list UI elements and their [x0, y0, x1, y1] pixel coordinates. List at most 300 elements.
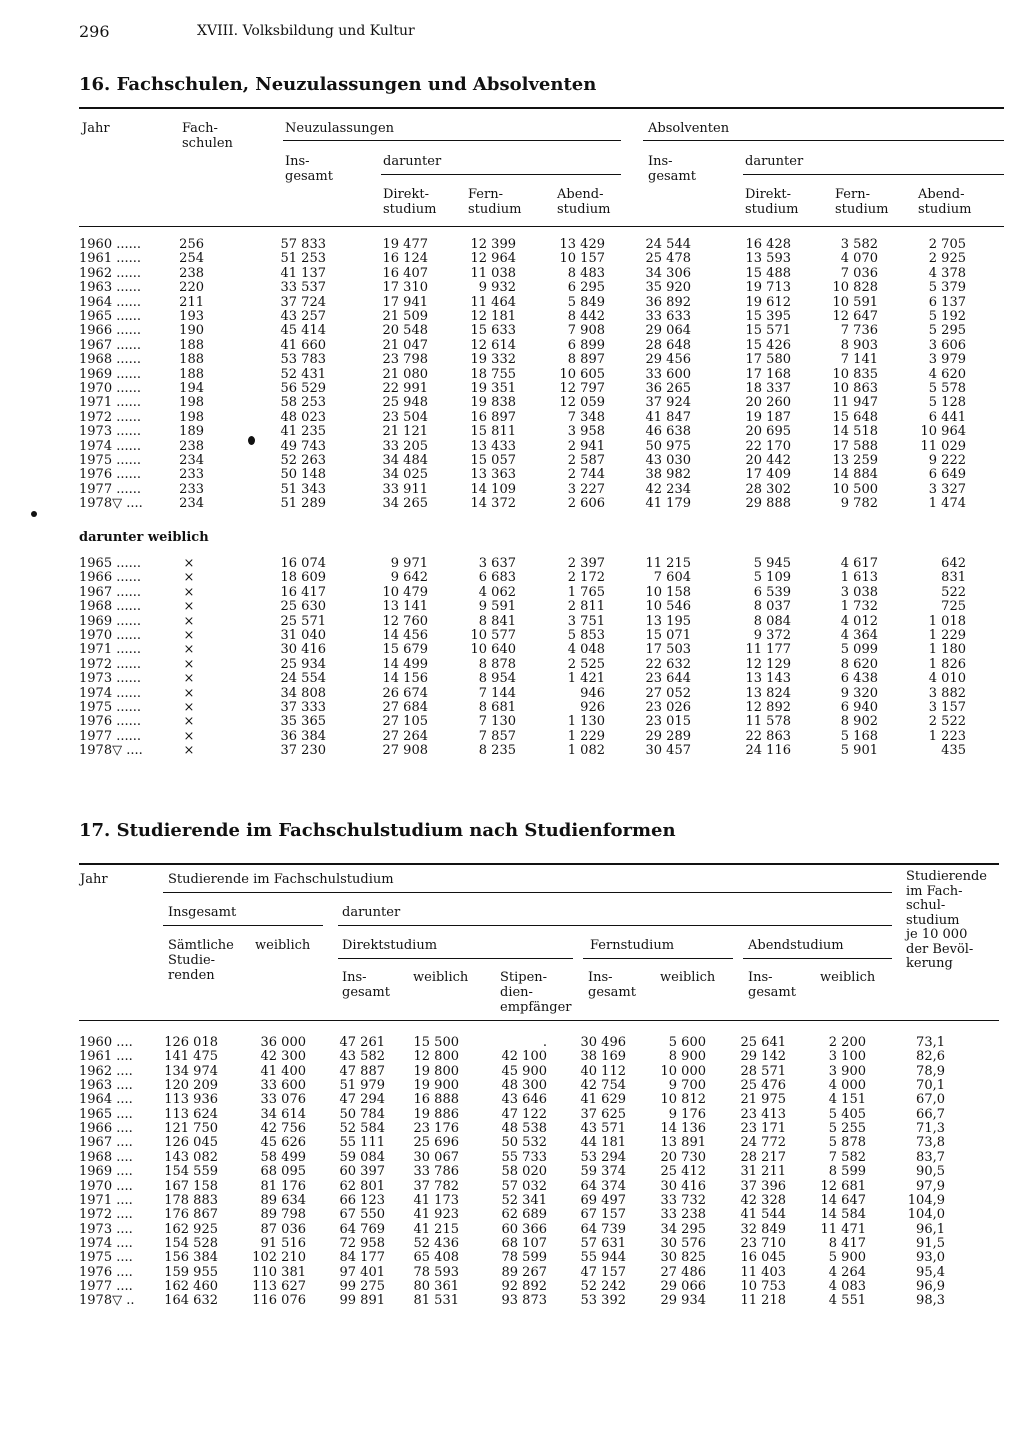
table17-top-rule — [79, 863, 999, 865]
abend-weiblich-cell: 12 681 — [820, 1178, 866, 1194]
year-cell: 1962 ...... — [79, 265, 142, 281]
abend-insgesamt-cell: 41 544 — [740, 1207, 786, 1223]
fern-insgesamt-cell: 30 496 — [580, 1035, 626, 1050]
abs-insgesamt-cell: 29 289 — [645, 728, 691, 744]
saemtliche-cell: 126 018 — [164, 1035, 218, 1050]
t16-neu-direkt: Direkt- studium — [383, 187, 437, 217]
fachschulen-cell: 211 — [179, 294, 204, 310]
fachschulen-cell: × — [183, 556, 195, 571]
neu-direkt-cell: 14 499 — [382, 656, 428, 672]
fern-insgesamt-cell: 69 497 — [580, 1192, 626, 1208]
fern-insgesamt-cell: 53 294 — [580, 1149, 626, 1165]
abs-direkt-cell: 11 578 — [745, 714, 791, 730]
abs-direkt-cell: 18 337 — [745, 381, 791, 396]
t16-col-jahr: Jahr — [82, 121, 110, 136]
neu-direkt-cell: 21 121 — [382, 424, 428, 440]
neu-insgesamt-cell: 58 253 — [280, 395, 326, 411]
year-cell: 1964 ...... — [79, 294, 142, 310]
weiblich-cell: 34 614 — [260, 1106, 306, 1122]
abs-fern-cell: 6 438 — [840, 671, 878, 687]
abs-fern-cell: 8 902 — [840, 714, 878, 730]
abs-direkt-cell: 28 302 — [745, 481, 791, 497]
year-cell: 1975 ...... — [79, 700, 142, 715]
fern-weiblich-cell: 9 700 — [668, 1078, 706, 1094]
saemtliche-cell: 156 384 — [164, 1250, 218, 1266]
t16-neu-darunter-rule — [381, 174, 621, 175]
abs-abend-cell: 1 229 — [928, 628, 966, 643]
neu-fern-cell: 10 640 — [470, 642, 516, 658]
year-cell: 1970 ...... — [79, 628, 142, 643]
t17-direkt-rule — [338, 958, 573, 959]
abs-direkt-cell: 13 593 — [745, 251, 791, 267]
weiblich-cell: 33 600 — [260, 1078, 306, 1094]
abs-insgesamt-cell: 10 546 — [645, 599, 691, 615]
weiblich-cell: 81 176 — [260, 1178, 306, 1194]
year-cell: 1971 ...... — [79, 395, 142, 411]
year-cell: 1972 ...... — [79, 656, 142, 672]
abs-fern-cell: 1 732 — [840, 599, 878, 615]
neu-abend-cell: 12 059 — [559, 395, 605, 411]
abs-abend-cell: 435 — [941, 743, 966, 759]
abs-fern-cell: 10 835 — [832, 366, 878, 382]
neu-fern-cell: 8 235 — [478, 743, 516, 759]
neu-fern-cell: 7 857 — [478, 728, 516, 744]
neu-insgesamt-cell: 45 414 — [280, 323, 326, 339]
abs-direkt-cell: 16 428 — [745, 237, 791, 252]
abs-insgesamt-cell: 36 265 — [645, 381, 691, 396]
abs-direkt-cell: 15 426 — [745, 337, 791, 353]
direkt-weiblich-cell: 19 900 — [413, 1078, 459, 1094]
direkt-insgesamt-cell: 97 401 — [339, 1264, 385, 1280]
fern-weiblich-cell: 5 600 — [668, 1035, 706, 1050]
abs-abend-cell: 11 029 — [920, 438, 966, 454]
abs-insgesamt-cell: 29 064 — [645, 323, 691, 339]
abs-abend-cell: 4 010 — [928, 671, 966, 687]
neu-insgesamt-cell: 25 934 — [280, 656, 326, 672]
t17-col-studierende: Studierende im Fachschulstudium — [168, 872, 394, 887]
abs-fern-cell: 17 588 — [832, 438, 878, 454]
abs-abend-cell: 10 964 — [920, 424, 966, 440]
direkt-insgesamt-cell: 47 294 — [339, 1092, 385, 1108]
fern-insgesamt-cell: 43 571 — [580, 1121, 626, 1137]
neu-insgesamt-cell: 52 431 — [280, 366, 326, 382]
neu-insgesamt-cell: 18 609 — [280, 570, 326, 586]
fern-insgesamt-cell: 64 739 — [580, 1221, 626, 1237]
neu-abend-cell: 1 229 — [567, 728, 605, 744]
neu-direkt-cell: 23 504 — [382, 409, 428, 425]
stipend-cell: 42 100 — [501, 1049, 547, 1065]
neu-abend-cell: 12 797 — [559, 381, 605, 396]
neu-direkt-cell: 19 477 — [382, 237, 428, 252]
abend-insgesamt-cell: 29 142 — [740, 1049, 786, 1065]
direkt-weiblich-cell: 81 531 — [413, 1293, 459, 1309]
abs-direkt-cell: 5 109 — [753, 570, 791, 586]
t17-insgesamt-group: Insgesamt — [168, 905, 237, 920]
fachschulen-cell: 234 — [179, 453, 204, 468]
abs-fern-cell: 4 070 — [840, 251, 878, 267]
abs-insgesamt-cell: 38 982 — [645, 467, 691, 483]
neu-insgesamt-cell: 48 023 — [280, 409, 326, 425]
abs-insgesamt-cell: 35 920 — [645, 280, 691, 296]
neu-direkt-cell: 12 760 — [382, 613, 428, 629]
abs-fern-cell: 10 828 — [832, 280, 878, 296]
t16-abs-darunter: darunter — [745, 154, 804, 169]
year-cell: 1963 .... — [79, 1078, 133, 1094]
neu-fern-cell: 8 841 — [478, 613, 516, 629]
neu-abend-cell: 5 853 — [567, 628, 605, 643]
stipend-cell: 60 366 — [501, 1221, 547, 1237]
direkt-insgesamt-cell: 62 801 — [339, 1178, 385, 1194]
neu-abend-cell: 1 130 — [567, 714, 605, 730]
t17-fern-weiblich: weiblich — [660, 970, 716, 985]
abs-direkt-cell: 15 571 — [745, 323, 791, 339]
neu-fern-cell: 12 964 — [470, 251, 516, 267]
stipend-cell: 43 646 — [501, 1092, 547, 1108]
fern-weiblich-cell: 9 176 — [668, 1106, 706, 1122]
per10000-cell: 95,4 — [916, 1264, 945, 1280]
neu-direkt-cell: 13 141 — [382, 599, 428, 615]
saemtliche-cell: 113 624 — [164, 1106, 218, 1122]
abs-fern-cell: 1 613 — [840, 570, 878, 586]
per10000-cell: 70,1 — [916, 1078, 945, 1094]
per10000-cell: 96,9 — [916, 1278, 945, 1294]
per10000-cell: 67,0 — [916, 1092, 945, 1108]
neu-abend-cell: 5 849 — [567, 294, 605, 310]
year-cell: 1976 ...... — [79, 714, 142, 730]
abs-abend-cell: 522 — [941, 584, 966, 600]
stipend-cell: 89 267 — [501, 1264, 547, 1280]
neu-insgesamt-cell: 30 416 — [280, 642, 326, 658]
per10000-cell: 71,3 — [916, 1121, 945, 1137]
year-cell: 1978▽ .... — [79, 743, 143, 759]
abs-fern-cell: 3 582 — [840, 237, 878, 252]
fern-weiblich-cell: 30 416 — [660, 1178, 706, 1194]
direkt-insgesamt-cell: 50 784 — [339, 1106, 385, 1122]
neu-fern-cell: 14 109 — [470, 481, 516, 497]
neu-abend-cell: 8 897 — [567, 352, 605, 368]
abs-insgesamt-cell: 22 632 — [645, 656, 691, 672]
neu-fern-cell: 15 811 — [470, 424, 516, 440]
fachschulen-cell: × — [183, 728, 195, 744]
direkt-weiblich-cell: 33 786 — [413, 1164, 459, 1180]
abend-insgesamt-cell: 25 641 — [740, 1035, 786, 1050]
fachschulen-cell: × — [183, 671, 195, 687]
saemtliche-cell: 176 867 — [164, 1207, 218, 1223]
t17-abend-weiblich: weiblich — [820, 970, 876, 985]
year-cell: 1969 ...... — [79, 613, 142, 629]
abs-abend-cell: 5 295 — [928, 323, 966, 339]
neu-direkt-cell: 14 456 — [382, 628, 428, 643]
neu-abend-cell: 1 082 — [567, 743, 605, 759]
abend-weiblich-cell: 8 417 — [828, 1235, 866, 1251]
fachschulen-cell: × — [183, 584, 195, 600]
abs-abend-cell: 3 882 — [928, 685, 966, 701]
fachschulen-cell: 189 — [179, 424, 204, 440]
fern-insgesamt-cell: 44 181 — [580, 1135, 626, 1151]
fachschulen-cell: 198 — [179, 409, 204, 425]
t16-abs-fern: Fern- studium — [835, 187, 889, 217]
neu-insgesamt-cell: 31 040 — [280, 628, 326, 643]
abs-insgesamt-cell: 36 892 — [645, 294, 691, 310]
stipend-cell: . — [542, 1035, 547, 1050]
abs-direkt-cell: 13 824 — [745, 685, 791, 701]
fachschulen-cell: 256 — [179, 237, 204, 252]
saemtliche-cell: 162 925 — [164, 1221, 218, 1237]
abend-weiblich-cell: 7 582 — [828, 1149, 866, 1165]
abs-fern-cell: 7 736 — [840, 323, 878, 339]
per10000-cell: 78,9 — [916, 1063, 945, 1079]
fern-weiblich-cell: 25 412 — [660, 1164, 706, 1180]
fern-insgesamt-cell: 37 625 — [580, 1106, 626, 1122]
neu-direkt-cell: 15 679 — [382, 642, 428, 658]
saemtliche-cell: 159 955 — [164, 1264, 218, 1280]
per10000-cell: 104,9 — [907, 1192, 945, 1208]
abend-weiblich-cell: 8 599 — [828, 1164, 866, 1180]
abs-direkt-cell: 11 177 — [745, 642, 791, 658]
fern-weiblich-cell: 29 066 — [660, 1278, 706, 1294]
fachschulen-cell: 190 — [179, 323, 204, 339]
abs-abend-cell: 5 192 — [928, 309, 966, 324]
abend-insgesamt-cell: 28 217 — [740, 1149, 786, 1165]
abs-abend-cell: 725 — [941, 599, 966, 615]
neu-insgesamt-cell: 41 235 — [280, 424, 326, 440]
chapter-title: XVIII. Volksbildung und Kultur — [197, 23, 415, 39]
direkt-weiblich-cell: 15 500 — [413, 1035, 459, 1050]
abs-fern-cell: 10 500 — [832, 481, 878, 497]
fachschulen-cell: 234 — [179, 496, 204, 512]
abs-insgesamt-cell: 34 306 — [645, 265, 691, 281]
abs-insgesamt-cell: 30 457 — [645, 743, 691, 759]
neu-fern-cell: 6 683 — [478, 570, 516, 586]
saemtliche-cell: 126 045 — [164, 1135, 218, 1151]
abend-weiblich-cell: 5 405 — [828, 1106, 866, 1122]
abs-insgesamt-cell: 11 215 — [645, 556, 691, 571]
per10000-cell: 82,6 — [916, 1049, 945, 1065]
abs-direkt-cell: 17 168 — [745, 366, 791, 382]
neu-fern-cell: 16 897 — [470, 409, 516, 425]
fachschulen-cell: 188 — [179, 366, 204, 382]
t17-fern-insgesamt: Ins- gesamt — [588, 970, 636, 1000]
weiblich-cell: 33 076 — [260, 1092, 306, 1108]
abend-insgesamt-cell: 23 171 — [740, 1121, 786, 1137]
abend-weiblich-cell: 5 878 — [828, 1135, 866, 1151]
neu-fern-cell: 3 637 — [478, 556, 516, 571]
abs-direkt-cell: 15 395 — [745, 309, 791, 324]
abs-fern-cell: 8 903 — [840, 337, 878, 353]
abs-insgesamt-cell: 33 633 — [645, 309, 691, 324]
table16-top-rule — [79, 107, 1004, 109]
neu-abend-cell: 2 941 — [567, 438, 605, 454]
neu-direkt-cell: 33 205 — [382, 438, 428, 454]
neu-abend-cell: 10 605 — [559, 366, 605, 382]
abend-weiblich-cell: 4 151 — [828, 1092, 866, 1108]
fachschulen-cell: 220 — [179, 280, 204, 296]
year-cell: 1975 .... — [79, 1250, 133, 1266]
neu-fern-cell: 11 464 — [470, 294, 516, 310]
neu-insgesamt-cell: 41 137 — [280, 265, 326, 281]
abend-insgesamt-cell: 16 045 — [740, 1250, 786, 1266]
abs-abend-cell: 1 223 — [928, 728, 966, 744]
abend-insgesamt-cell: 23 710 — [740, 1235, 786, 1251]
neu-fern-cell: 14 372 — [470, 496, 516, 512]
neu-insgesamt-cell: 51 343 — [280, 481, 326, 497]
direkt-weiblich-cell: 25 696 — [413, 1135, 459, 1151]
abs-fern-cell: 4 617 — [840, 556, 878, 571]
year-cell: 1973 .... — [79, 1221, 133, 1237]
abs-insgesamt-cell: 15 071 — [645, 628, 691, 643]
direkt-weiblich-cell: 37 782 — [413, 1178, 459, 1194]
year-cell: 1974 .... — [79, 1235, 133, 1251]
abs-direkt-cell: 29 888 — [745, 496, 791, 512]
abend-weiblich-cell: 14 584 — [820, 1207, 866, 1223]
neu-fern-cell: 12 399 — [470, 237, 516, 252]
abend-weiblich-cell: 2 200 — [828, 1035, 866, 1050]
abend-insgesamt-cell: 37 396 — [740, 1178, 786, 1194]
direkt-weiblich-cell: 12 800 — [413, 1049, 459, 1065]
direkt-insgesamt-cell: 66 123 — [339, 1192, 385, 1208]
t17-fern: Fernstudium — [590, 938, 675, 953]
direkt-insgesamt-cell: 47 887 — [339, 1063, 385, 1079]
fern-weiblich-cell: 13 891 — [660, 1135, 706, 1151]
neu-direkt-cell: 27 908 — [382, 743, 428, 759]
year-cell: 1968 .... — [79, 1149, 133, 1165]
t17-col-per10000: Studierende im Fach- schul- studium je 10 000 der Bevöl- kerung — [906, 869, 987, 971]
t16-abs-rule — [643, 140, 1004, 141]
year-cell: 1977 ...... — [79, 728, 142, 744]
table16-title: 16. Fachschulen, Neuzulassungen und Absolventen — [79, 74, 597, 95]
fachschulen-cell: 233 — [179, 481, 204, 497]
abend-weiblich-cell: 14 647 — [820, 1192, 866, 1208]
t16-col-fachschulen: Fach- schulen — [182, 121, 233, 151]
neu-abend-cell: 10 157 — [559, 251, 605, 267]
stipend-cell: 62 689 — [501, 1207, 547, 1223]
fachschulen-cell: 194 — [179, 381, 204, 396]
abend-insgesamt-cell: 32 849 — [740, 1221, 786, 1237]
fern-weiblich-cell: 33 238 — [660, 1207, 706, 1223]
year-cell: 1965 ...... — [79, 556, 142, 571]
saemtliche-cell: 134 974 — [164, 1063, 218, 1079]
abend-weiblich-cell: 4 551 — [828, 1293, 866, 1309]
neu-abend-cell: 2 397 — [567, 556, 605, 571]
neu-abend-cell: 2 172 — [567, 570, 605, 586]
t17-direkt-weiblich: weiblich — [413, 970, 469, 985]
saemtliche-cell: 113 936 — [164, 1092, 218, 1108]
direkt-insgesamt-cell: 64 769 — [339, 1221, 385, 1237]
abend-weiblich-cell: 4 264 — [828, 1264, 866, 1280]
t16-abs-insgesamt: Ins- gesamt — [648, 154, 696, 184]
stipend-cell: 47 122 — [501, 1106, 547, 1122]
abs-insgesamt-cell: 23 644 — [645, 671, 691, 687]
t17-abend-insgesamt: Ins- gesamt — [748, 970, 796, 1000]
abs-insgesamt-cell: 28 648 — [645, 337, 691, 353]
abs-abend-cell: 9 222 — [928, 453, 966, 468]
per10000-cell: 66,7 — [916, 1106, 945, 1122]
abs-direkt-cell: 19 187 — [745, 409, 791, 425]
fern-weiblich-cell: 27 486 — [660, 1264, 706, 1280]
fachschulen-cell: × — [183, 656, 195, 672]
neu-insgesamt-cell: 41 660 — [280, 337, 326, 353]
fachschulen-cell: 238 — [179, 438, 204, 454]
fern-weiblich-cell: 14 136 — [660, 1121, 706, 1137]
year-cell: 1974 ...... — [79, 438, 142, 454]
weiblich-cell: 87 036 — [260, 1221, 306, 1237]
neu-direkt-cell: 26 674 — [382, 685, 428, 701]
neu-direkt-cell: 16 407 — [382, 265, 428, 281]
per10000-cell: 73,8 — [916, 1135, 945, 1151]
year-cell: 1969 ...... — [79, 366, 142, 382]
abs-abend-cell: 642 — [941, 556, 966, 571]
fern-weiblich-cell: 34 295 — [660, 1221, 706, 1237]
neu-fern-cell: 13 433 — [470, 438, 516, 454]
abs-abend-cell: 3 157 — [928, 700, 966, 715]
neu-fern-cell: 15 057 — [470, 453, 516, 468]
abs-abend-cell: 3 606 — [928, 337, 966, 353]
direkt-weiblich-cell: 23 176 — [413, 1121, 459, 1137]
fern-insgesamt-cell: 64 374 — [580, 1178, 626, 1194]
neu-fern-cell: 12 181 — [470, 309, 516, 324]
year-cell: 1965 ...... — [79, 309, 142, 324]
neu-fern-cell: 7 144 — [478, 685, 516, 701]
saemtliche-cell: 162 460 — [164, 1278, 218, 1294]
abs-insgesamt-cell: 25 478 — [645, 251, 691, 267]
stipend-cell: 52 341 — [501, 1192, 547, 1208]
t16-neu-rule — [283, 140, 621, 141]
abs-direkt-cell: 17 409 — [745, 467, 791, 483]
direkt-insgesamt-cell: 99 891 — [339, 1293, 385, 1309]
weiblich-cell: 89 634 — [260, 1192, 306, 1208]
abs-fern-cell: 9 782 — [840, 496, 878, 512]
fachschulen-cell: 254 — [179, 251, 204, 267]
direkt-insgesamt-cell: 43 582 — [339, 1049, 385, 1065]
stipend-cell: 68 107 — [501, 1235, 547, 1251]
neu-fern-cell: 8 878 — [478, 656, 516, 672]
neu-abend-cell: 13 429 — [559, 237, 605, 252]
abs-direkt-cell: 19 713 — [745, 280, 791, 296]
neu-direkt-cell: 9 971 — [390, 556, 428, 571]
direkt-insgesamt-cell: 67 550 — [339, 1207, 385, 1223]
fern-weiblich-cell: 33 732 — [660, 1192, 706, 1208]
direkt-insgesamt-cell: 84 177 — [339, 1250, 385, 1266]
fachschulen-cell: 238 — [179, 265, 204, 281]
stipend-cell: 48 300 — [501, 1078, 547, 1094]
neu-direkt-cell: 21 509 — [382, 309, 428, 324]
t17-direkt-insgesamt: Ins- gesamt — [342, 970, 390, 1000]
neu-fern-cell: 8 681 — [478, 700, 516, 715]
abs-abend-cell: 2 925 — [928, 251, 966, 267]
direkt-insgesamt-cell: 51 979 — [339, 1078, 385, 1094]
year-cell: 1978▽ .. — [79, 1293, 135, 1309]
abend-weiblich-cell: 3 900 — [828, 1063, 866, 1079]
neu-direkt-cell: 27 105 — [382, 714, 428, 730]
year-cell: 1972 ...... — [79, 409, 142, 425]
direkt-weiblich-cell: 19 800 — [413, 1063, 459, 1079]
abs-abend-cell: 3 327 — [928, 481, 966, 497]
neu-abend-cell: 2 811 — [567, 599, 605, 615]
neu-abend-cell: 7 348 — [567, 409, 605, 425]
t17-stud-rule — [163, 892, 892, 893]
fern-insgesamt-cell: 57 631 — [580, 1235, 626, 1251]
abs-direkt-cell: 22 170 — [745, 438, 791, 454]
neu-abend-cell: 2 525 — [567, 656, 605, 672]
neu-direkt-cell: 21 080 — [382, 366, 428, 382]
abs-abend-cell: 1 018 — [928, 613, 966, 629]
fachschulen-cell: × — [183, 628, 195, 643]
abend-insgesamt-cell: 21 975 — [740, 1092, 786, 1108]
fern-insgesamt-cell: 38 169 — [580, 1049, 626, 1065]
neu-abend-cell: 3 751 — [567, 613, 605, 629]
t16-abs-direkt: Direkt- studium — [745, 187, 799, 217]
abs-abend-cell: 5 128 — [928, 395, 966, 411]
